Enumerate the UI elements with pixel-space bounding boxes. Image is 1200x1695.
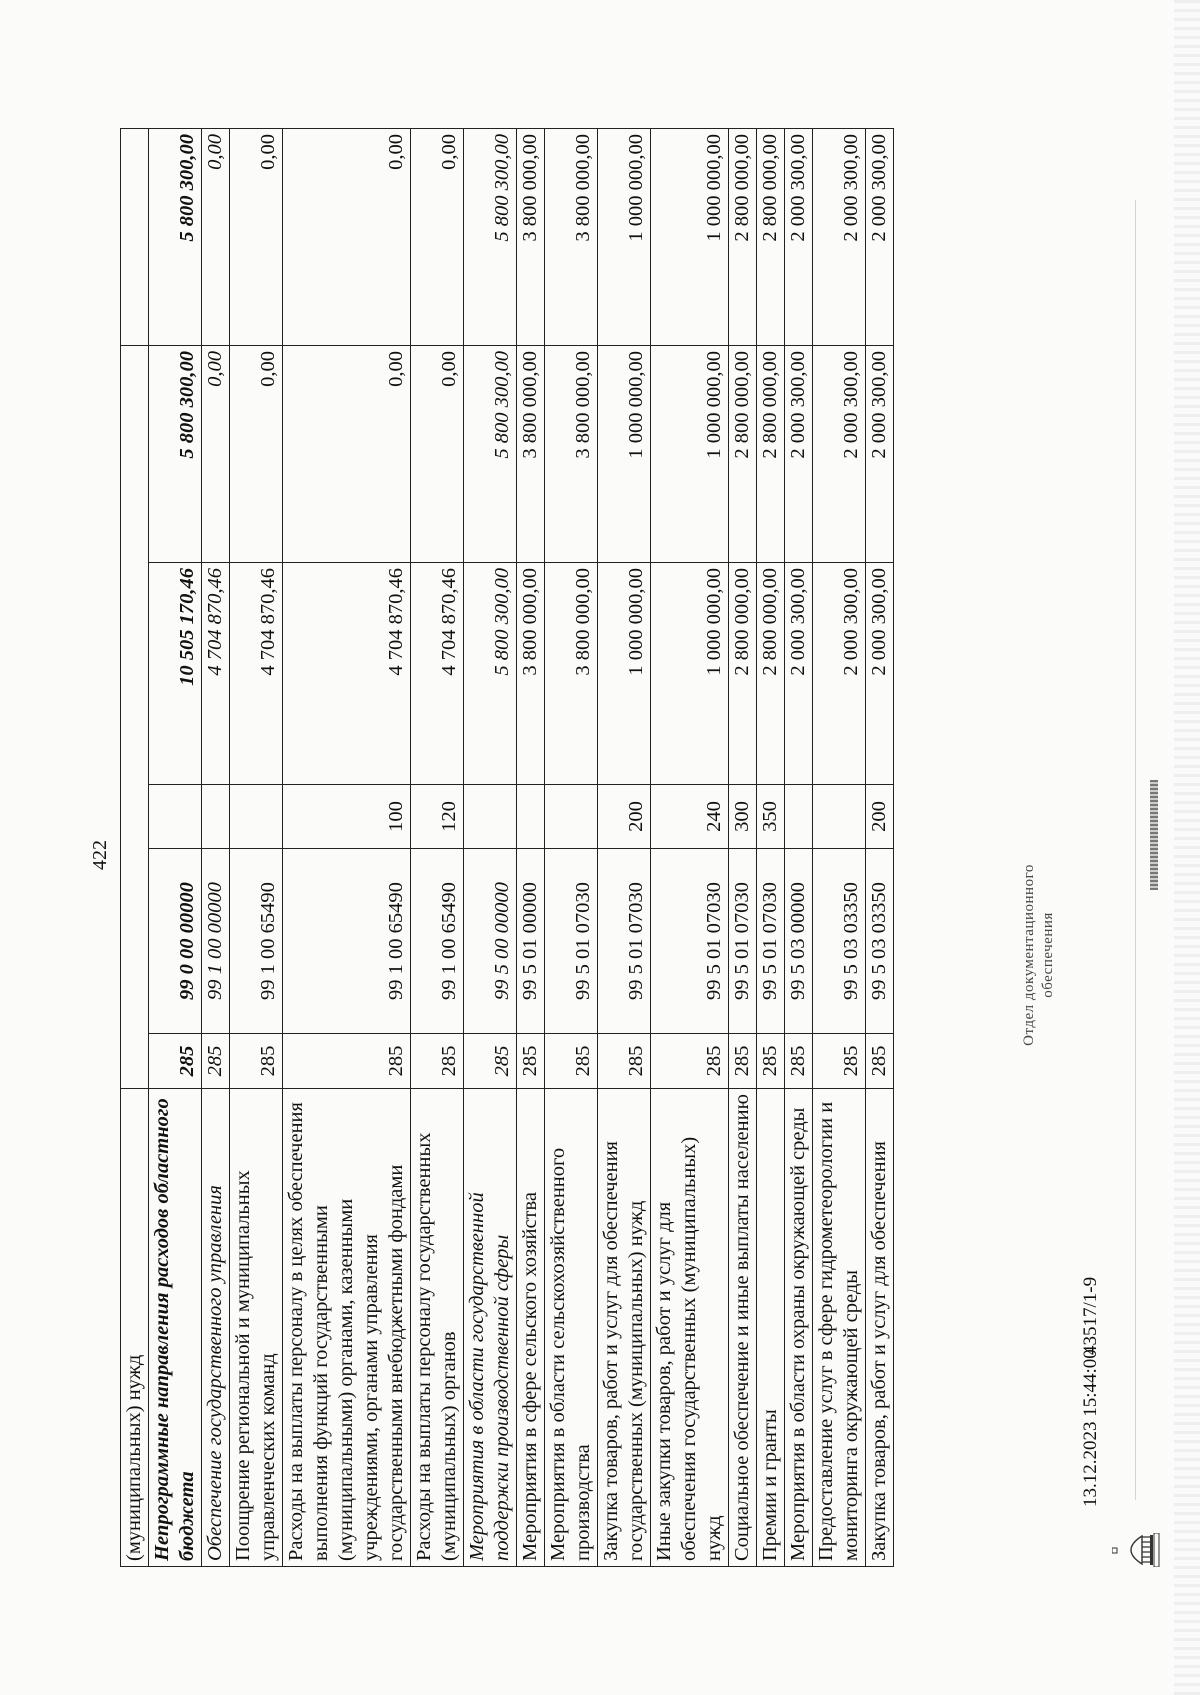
row-vr-cell: 120: [411, 785, 464, 849]
row-code-cell: 99 1 00 65490: [411, 849, 464, 1034]
table-row: [651, 129, 729, 1567]
row-vr-cell: [121, 785, 149, 849]
table-row: [517, 129, 545, 1567]
row-code-cell: 99 5 03 03350: [813, 849, 866, 1034]
row-sum-year3-cell: 3 800 000,00: [517, 129, 545, 346]
row-sum-year3-cell: [121, 129, 149, 346]
row-sum-year1-cell: 2 000 300,00: [866, 563, 894, 785]
row-gr-cell: 285: [785, 1034, 813, 1089]
row-sum-year1-cell: 4 704 870,46: [411, 563, 464, 785]
row-vr-cell: 200: [866, 785, 894, 849]
footer-doc-number: 43517/1-9: [1080, 1276, 1101, 1355]
department-stamp: [1020, 835, 1058, 1075]
table-row: [598, 129, 651, 1567]
row-sum-year2-cell: 2 000 300,00: [785, 346, 813, 563]
row-sum-year2-cell: 0,00: [283, 346, 411, 563]
table-row: [729, 129, 757, 1567]
row-gr-cell: 285: [598, 1034, 651, 1089]
row-sum-year1-cell: 4 704 870,46: [283, 563, 411, 785]
row-sum-year1-cell: 4 704 870,46: [202, 563, 230, 785]
row-code-cell: 99 5 03 00000: [785, 849, 813, 1034]
row-gr-cell: 285: [517, 1034, 545, 1089]
row-sum-year1-cell: 5 800 300,00: [464, 563, 517, 785]
row-name-cell: Мероприятия в области охраны окружающей среды: [785, 1089, 813, 1567]
scan-artifact-line: [1135, 200, 1136, 1500]
table-row: [149, 129, 202, 1567]
row-name-cell: Поощрение региональной и муниципальных управленческих команд: [230, 1089, 283, 1567]
row-code-cell: 99 5 01 07030: [598, 849, 651, 1034]
row-sum-year2-cell: 0,00: [411, 346, 464, 563]
table-row: [813, 129, 866, 1567]
row-sum-year2-cell: 0,00: [230, 346, 283, 563]
row-sum-year3-cell: 2 000 300,00: [813, 129, 866, 346]
row-sum-year1-cell: 2 800 000,00: [729, 563, 757, 785]
stamp-line-2: обеспечения: [1039, 912, 1056, 998]
row-gr-cell: 285: [757, 1034, 785, 1089]
row-sum-year2-cell: 2 800 000,00: [757, 346, 785, 563]
row-name-cell: Закупка товаров, работ и услуг для обеспечения государственных (муниципальных) нужд: [598, 1089, 651, 1567]
row-gr-cell: 285: [411, 1034, 464, 1089]
row-gr-cell: 285: [464, 1034, 517, 1089]
row-code-cell: 99 5 01 07030: [757, 849, 785, 1034]
row-sum-year1-cell: 4 704 870,46: [230, 563, 283, 785]
row-sum-year3-cell: 2 800 000,00: [729, 129, 757, 346]
row-sum-year3-cell: 0,00: [411, 129, 464, 346]
row-sum-year3-cell: 2 800 000,00: [757, 129, 785, 346]
row-code-cell: 99 5 01 07030: [729, 849, 757, 1034]
row-name-cell: Иные закупки товаров, работ и услуг для обеспечения государственных (муниципальных) нужд: [651, 1089, 729, 1567]
table-row: [230, 129, 283, 1567]
row-code-cell: 99 1 00 00000: [202, 849, 230, 1034]
row-sum-year3-cell: 1 000 000,00: [598, 129, 651, 346]
table-row: [411, 129, 464, 1567]
row-vr-cell: [230, 785, 283, 849]
row-name-cell: Мероприятия в области государственной поддержки производственной сферы: [464, 1089, 517, 1567]
row-gr-cell: 285: [202, 1034, 230, 1089]
row-code-cell: 99 5 01 07030: [651, 849, 729, 1034]
row-code-cell: [121, 849, 149, 1034]
row-vr-cell: [464, 785, 517, 849]
row-sum-year3-cell: 2 000 300,00: [866, 129, 894, 346]
row-sum-year3-cell: 3 800 000,00: [545, 129, 598, 346]
row-code-cell: 99 5 00 00000: [464, 849, 517, 1034]
row-sum-year1-cell: 1 000 000,00: [598, 563, 651, 785]
row-sum-year1-cell: 10 505 170,46: [149, 563, 202, 785]
footer-date: 13.12.2023 15:44:00: [1080, 1349, 1101, 1507]
row-code-cell: 99 1 00 65490: [283, 849, 411, 1034]
budget-table: [120, 128, 894, 1567]
row-sum-year2-cell: [121, 346, 149, 563]
table-row: [757, 129, 785, 1567]
row-name-cell: Мероприятия в сфере сельского хозяйства: [517, 1089, 545, 1567]
row-sum-year2-cell: 1 000 000,00: [651, 346, 729, 563]
row-vr-cell: 350: [757, 785, 785, 849]
row-vr-cell: [813, 785, 866, 849]
row-sum-year2-cell: 2 000 300,00: [866, 346, 894, 563]
row-sum-year1-cell: 2 000 300,00: [813, 563, 866, 785]
row-sum-year1-cell: 1 000 000,00: [651, 563, 729, 785]
row-gr-cell: [121, 1034, 149, 1089]
budget-table-body: [121, 129, 894, 1567]
row-vr-cell: [545, 785, 598, 849]
row-name-cell: Предоставление услуг в сфере гидрометеорологии и мониторинга окружающей среды: [813, 1089, 866, 1567]
row-gr-cell: 285: [813, 1034, 866, 1089]
row-gr-cell: 285: [729, 1034, 757, 1089]
page-number: 422: [89, 840, 111, 870]
row-vr-cell: 300: [729, 785, 757, 849]
row-sum-year3-cell: 2 000 300,00: [785, 129, 813, 346]
scan-artifact-bar: [1150, 780, 1158, 890]
table-row: [785, 129, 813, 1567]
row-gr-cell: 285: [545, 1034, 598, 1089]
row-name-cell: Расходы на выплаты персоналу государственных (муниципальных) органов: [411, 1089, 464, 1567]
row-sum-year1-cell: 2 800 000,00: [757, 563, 785, 785]
table-row: [202, 129, 230, 1567]
row-vr-cell: [517, 785, 545, 849]
row-sum-year3-cell: 0,00: [230, 129, 283, 346]
row-name-cell: Непрограммные направления расходов областного бюджета: [149, 1089, 202, 1567]
row-sum-year1-cell: 3 800 000,00: [517, 563, 545, 785]
row-sum-year3-cell: 0,00: [283, 129, 411, 346]
row-name-cell: Мероприятия в области сельскохозяйственного производства: [545, 1089, 598, 1567]
row-code-cell: 99 5 03 03350: [866, 849, 894, 1034]
row-code-cell: 99 5 01 00000: [517, 849, 545, 1034]
row-gr-cell: 285: [866, 1034, 894, 1089]
row-sum-year2-cell: 3 800 000,00: [517, 346, 545, 563]
row-gr-cell: 285: [283, 1034, 411, 1089]
row-name-cell: Расходы на выплаты персоналу в целях обеспечения выполнения функций государственными (муниципальными) органами, казенными учреждениями, органами управления государственными внебюджетными фондами: [283, 1089, 411, 1567]
row-sum-year2-cell: 1 000 000,00: [598, 346, 651, 563]
row-name-cell: Закупка товаров, работ и услуг для обеспечения: [866, 1089, 894, 1567]
row-name-cell: Социальное обеспечение и иные выплаты населению: [729, 1089, 757, 1567]
stamp-line-1: Отдел документационного: [1021, 864, 1037, 1046]
row-sum-year2-cell: 5 800 300,00: [149, 346, 202, 563]
row-vr-cell: 240: [651, 785, 729, 849]
table-row: [283, 129, 411, 1567]
row-name-cell: (муниципальных) нужд: [121, 1089, 149, 1567]
table-row: [464, 129, 517, 1567]
row-sum-year1-cell: [121, 563, 149, 785]
row-name-cell: Обеспечение государственного управления: [202, 1089, 230, 1567]
row-vr-cell: [149, 785, 202, 849]
row-sum-year2-cell: 2 000 300,00: [813, 346, 866, 563]
row-sum-year2-cell: 5 800 300,00: [464, 346, 517, 563]
row-code-cell: 99 0 00 00000: [149, 849, 202, 1034]
row-sum-year3-cell: 1 000 000,00: [651, 129, 729, 346]
row-name-cell: Премии и гранты: [757, 1089, 785, 1567]
row-sum-year2-cell: 2 800 000,00: [729, 346, 757, 563]
row-gr-cell: 285: [149, 1034, 202, 1089]
row-sum-year3-cell: 5 800 300,00: [149, 129, 202, 346]
row-vr-cell: [202, 785, 230, 849]
row-gr-cell: 285: [651, 1034, 729, 1089]
row-sum-year3-cell: 0,00: [202, 129, 230, 346]
row-vr-cell: [785, 785, 813, 849]
row-sum-year2-cell: 3 800 000,00: [545, 346, 598, 563]
row-vr-cell: 100: [283, 785, 411, 849]
row-sum-year3-cell: 5 800 300,00: [464, 129, 517, 346]
emblem-icon: [1112, 1533, 1160, 1567]
table-row: [545, 129, 598, 1567]
table-row: [866, 129, 894, 1567]
scan-artifact-strip: [1174, 0, 1200, 1695]
table-row: [121, 129, 149, 1567]
row-sum-year1-cell: 2 000 300,00: [785, 563, 813, 785]
row-code-cell: 99 1 00 65490: [230, 849, 283, 1034]
row-sum-year2-cell: 0,00: [202, 346, 230, 563]
row-code-cell: 99 5 01 07030: [545, 849, 598, 1034]
row-sum-year1-cell: 3 800 000,00: [545, 563, 598, 785]
row-gr-cell: 285: [230, 1034, 283, 1089]
row-vr-cell: 200: [598, 785, 651, 849]
